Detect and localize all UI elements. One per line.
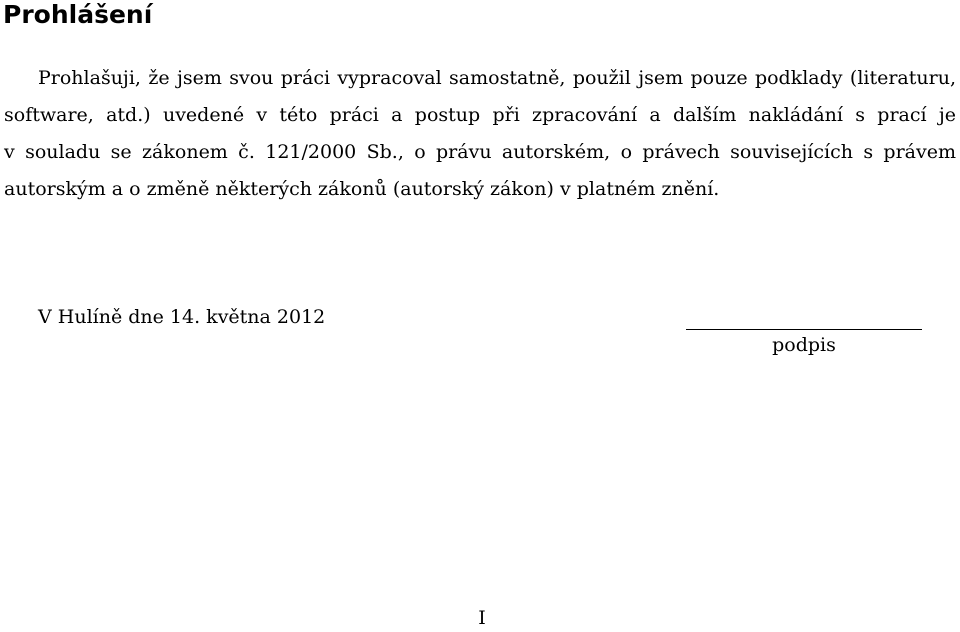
declaration-line-1: Prohlašuji, že jsem svou práci vypracoval samostatně, použil jsem pouze podklady (literaturu, bbox=[38, 67, 956, 89]
place-and-date: V Hulíně dne 14. května 2012 bbox=[38, 306, 326, 328]
declaration-line-2: software, atd.) uvedené v této práci a postup při zpracování a dalším nakládání s prací je bbox=[4, 104, 956, 126]
page-heading: Prohlášení bbox=[3, 0, 153, 29]
declaration-line-3: v souladu se zákonem č. 121/2000 Sb., o právu autorském, o právech souvisejících s právem bbox=[4, 141, 956, 163]
signature-block bbox=[686, 329, 922, 360]
page-number: I bbox=[478, 607, 486, 629]
declaration-paragraph bbox=[4, 60, 956, 208]
signature-label: podpis bbox=[772, 334, 836, 356]
declaration-line-4: autorským a o změně některých zákonů (autorský zákon) v platném znění. bbox=[4, 178, 720, 200]
